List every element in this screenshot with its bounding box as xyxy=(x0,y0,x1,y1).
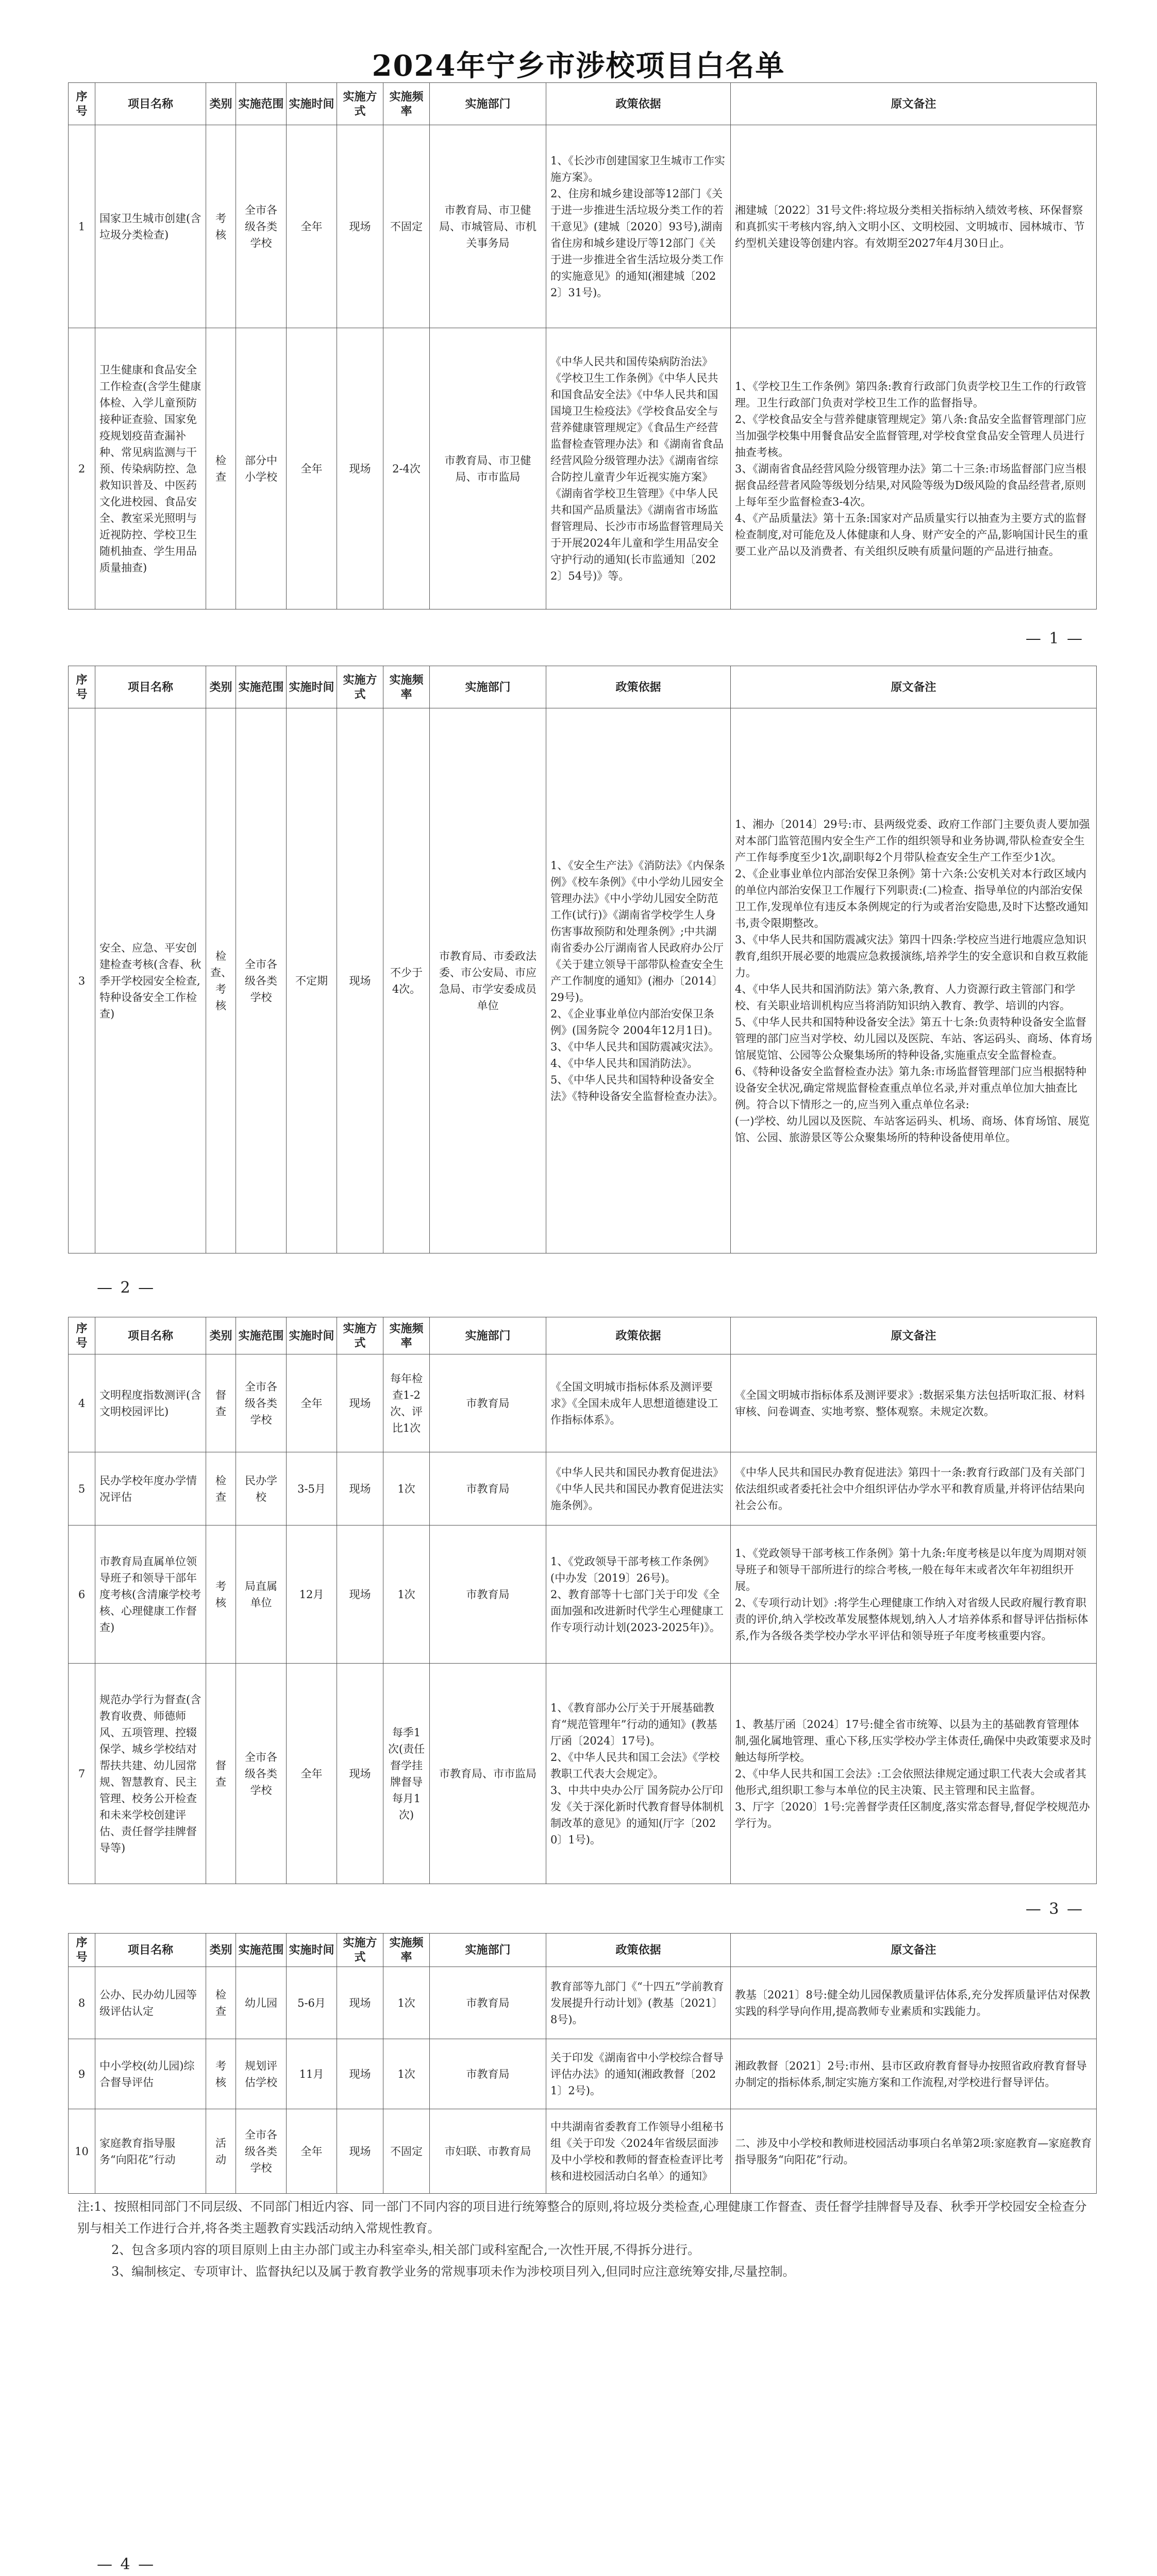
header-no: 序号 xyxy=(69,1317,95,1354)
row-scope: 幼儿园 xyxy=(236,1967,287,2039)
row-basis: 1、《长沙市创建国家卫生城市工作实施方案》。 2、住房和城乡建设部等12部门《关于进一步推进生活垃圾分类工作的若干意见》(建城〔2020〕93号),湖南省住房和城乡建设厅等12部门《关于进一步推进全省生活垃圾分类工作的实施意见》的通知(湘建城〔2022〕31号)。 xyxy=(546,125,731,328)
header-frequency: 实施频率 xyxy=(383,666,430,708)
row-dept: 市教育局 xyxy=(430,1967,546,2039)
row-name: 国家卫生城市创建(含垃圾分类检查) xyxy=(95,125,206,328)
row-no: 10 xyxy=(69,2109,95,2194)
whitelist-table-part-3 xyxy=(68,1317,1097,1884)
header-scope: 实施范围 xyxy=(236,1317,287,1354)
row-time: 不定期 xyxy=(287,708,337,1253)
header-name: 项目名称 xyxy=(95,1934,206,1967)
footnote-3: 3、编制核定、专项审计、监督执纪以及属于教育教学业务的常规事项未作为涉校项目列入,但同时应注意统筹安排,尽量控制。 xyxy=(111,2264,795,2279)
footnote-2: 2、包含多项内容的项目原则上由主办部门或主办科室牵头,相关部门或科室配合,一次性开展,不得拆分进行。 xyxy=(111,2243,700,2257)
row-remark: 1、《学校卫生工作条例》第四条:教育行政部门负责学校卫生工作的行政管理。卫生行政部门负责对学校卫生工作的监督指导。 2、《学校食品安全与营养健康管理规定》第八条:食品安全监督管理部门应当加强学校集中用餐食品安全监督管理,对学校食堂食品安全管理人员进行抽查考核。 3、《湖南省食品经营风险分级管理办法》第二十三条:市场监督部门应当根据食品经营者风险等级划分结果,对风险等级为D级风险的食品经营者,原则上每年至少监督检查3-4次。 4、《产品质量法》第十五条:国家对产品质量实行以抽查为主要方式的监督检查制度,对可能危及人体健康和人身、财产安全的产品,影响国计民生的重要工业产品以及消费者、有关组织反映有质量问题的产品进行抽查。 xyxy=(731,328,1097,609)
header-method: 实施方式 xyxy=(337,1317,383,1354)
page-number: — 3 — xyxy=(1026,1900,1084,1918)
header-remark: 原文备注 xyxy=(731,666,1097,708)
row-category: 考核 xyxy=(206,125,236,328)
row-frequency: 每季1次(责任督学挂牌督导每月1次) xyxy=(383,1664,430,1884)
row-scope: 局直属单位 xyxy=(236,1526,287,1664)
header-no: 序号 xyxy=(69,666,95,708)
row-no: 8 xyxy=(69,1967,95,2039)
table-row xyxy=(69,1452,1097,1526)
row-remark: 《全国文明城市指标体系及测评要求》:数据采集方法包括听取汇报、材料审核、问卷调查、实地考察、整体观察。未规定次数。 xyxy=(731,1354,1097,1452)
table-row xyxy=(69,1664,1097,1884)
header-scope: 实施范围 xyxy=(236,1934,287,1967)
row-basis: 《中华人民共和国传染病防治法》《学校卫生工作条例》《中华人民共和国食品安全法》《中华人民共和国国境卫生检疫法》《学校食品安全与营养健康管理规定》《食品生产经营监督检查管理办法》和《湖南省食品经营风险分级管理办法》《湖南省综合防控儿童青少年近视实施方案》《湖南省学校卫生管理》《中华人民共和国产品质量法》《湖南省市场监督管理局、长沙市市场监督管理局关于开展2024年儿童和学生用品安全守护行动的通知(长市监通知〔2022〕54号)》等。 xyxy=(546,328,731,609)
row-category: 检查 xyxy=(206,1452,236,1526)
row-frequency: 不少于4次。 xyxy=(383,708,430,1253)
row-time: 全年 xyxy=(287,1664,337,1884)
table-row xyxy=(69,2109,1097,2194)
header-dept: 实施部门 xyxy=(430,1317,546,1354)
row-method: 现场 xyxy=(337,2039,383,2109)
row-remark: 1、湘办〔2014〕29号:市、县两级党委、政府工作部门主要负责人要加强对本部门监管范围内安全生产工作的组织领导和业务协调,带队检查安全生产工作每季度至少1次,副职每2个月带队检查安全生产工作至少1次。 2、《企业事业单位内部治安保卫条例》第十六条:公安机关对本行政区域内的单位内部治安保卫工作履行下列职责:(二)检查、指导单位的内部治安保卫工作,发现单位有违反本条例规定的行为或者治安隐患,及时下达整改通知书,责令限期整改。 3、《中华人民共和国防震减灾法》第四十四条:学校应当进行地震应急知识教育,组织开展必要的地震应急救援演练,培养学生的安全意识和自救互救能力。 4、《中华人民共和国消防法》第六条,教育、人力资源行政主管部门和学校、有关职业培训机构应当将消防知识纳入教育、教学、培训的内容。 5、《中华人民共和国特种设备安全法》第五十七条:负责特种设备安全监督管理的部门应当对学校、幼儿园以及医院、车站、客运码头、商场、体育场馆展览馆、公园等公众聚集场所的特种设备,实施重点安全监督检查。 6、《特种设备安全监督检查办法》第九条:市场监督管理部门应当根据特种设备安全状况,确定常规监督检查重点单位名录,并对重点单位加大抽查比例。符合以下情形之一的,应当列入重点单位名录: (一)学校、幼儿园以及医院、车站客运码头、机场、商场、体育场馆、展览馆、公园、旅游景区等公众聚集场所的特种设备使用单位。 xyxy=(731,708,1097,1253)
header-category: 类别 xyxy=(206,83,236,125)
header-no: 序号 xyxy=(69,83,95,125)
footnote-1: 注:1、按照相同部门不同层级、不同部门相近内容、同一部门不同内容的项目进行统筹整合的原则,将垃圾分类检查,心理健康工作督查、责任督学挂牌督导及春、秋季开学校园安全检查分别与相关工作进行合并,将各类主题教育实践活动纳入常规性教育。 xyxy=(77,2199,1087,2235)
row-category: 检查 xyxy=(206,328,236,609)
row-dept: 市教育局、市市监局 xyxy=(430,1664,546,1884)
row-frequency: 每年检查1-2次、评比1次 xyxy=(383,1354,430,1452)
table-row xyxy=(69,1526,1097,1664)
header-name: 项目名称 xyxy=(95,666,206,708)
row-no: 1 xyxy=(69,125,95,328)
row-no: 9 xyxy=(69,2039,95,2109)
row-remark: 湘政教督〔2021〕2号:市州、县市区政府教育督导办按照省政府教育督导办制定的指标体系,制定实施方案和工作流程,对学校进行督导评估。 xyxy=(731,2039,1097,2109)
row-name: 中小学校(幼儿园)综合督导评估 xyxy=(95,2039,206,2109)
row-no: 5 xyxy=(69,1452,95,1526)
row-method: 现场 xyxy=(337,1354,383,1452)
table-header-row xyxy=(69,666,1097,708)
row-scope: 部分中小学校 xyxy=(236,328,287,609)
row-name: 家庭教育指导服务“向阳花”行动 xyxy=(95,2109,206,2194)
whitelist-table-part-2 xyxy=(68,666,1097,1253)
row-dept: 市教育局、市卫健局、市市监局 xyxy=(430,328,546,609)
header-time: 实施时间 xyxy=(287,83,337,125)
table-row xyxy=(69,2039,1097,2109)
header-name: 项目名称 xyxy=(95,1317,206,1354)
row-name: 市教育局直属单位领导班子和领导干部年度考核(含清廉学校考核、心理健康工作督查) xyxy=(95,1526,206,1664)
row-category: 检查 xyxy=(206,1967,236,2039)
row-name: 安全、应急、平安创建检查考核(含春、秋季开学校园安全检查,特种设备安全工作检查) xyxy=(95,708,206,1253)
row-basis: 1、《安全生产法》《消防法》《内保条例》《校车条例》《中小学幼儿园安全管理办法》《中小学幼儿园安全防范工作(试行)》《湖南省学校学生人身伤害事故预防和处理条例》;中共湖南省委办公厅湖南省人民政府办公厅《关于建立领导干部带队检查安全生产工作制度的通知》(湘办〔2014〕29号)。 2、《企业事业单位内部治安保卫条例》(国务院令 2004年12月1日)。 3、《中华人民共和国防震减灾法》。 4、《中华人民共和国消防法》。 5、《中华人民共和国特种设备安全法》《特种设备安全监督检查办法》。 xyxy=(546,708,731,1253)
header-category: 类别 xyxy=(206,1317,236,1354)
row-scope: 全市各级各类学校 xyxy=(236,125,287,328)
row-no: 6 xyxy=(69,1526,95,1664)
row-no: 4 xyxy=(69,1354,95,1452)
table-row xyxy=(69,1354,1097,1452)
row-method: 现场 xyxy=(337,1452,383,1526)
header-remark: 原文备注 xyxy=(731,1317,1097,1354)
row-remark: 1、教基厅函〔2024〕17号:健全省市统筹、以县为主的基础教育管理体制,强化属地管理、重心下移,压实学校办学主体责任,确保中央政策要求及时触达每所学校。 2、《中华人民共和国工会法》:工会依照法律规定通过职工代表大会或者其他形式,组织职工参与本单位的民主决策、民主管理和民主监督。 3、厅字〔2020〕1号:完善督学责任区制度,落实常态督导,督促学校规范办学行为。 xyxy=(731,1664,1097,1884)
row-category: 督查 xyxy=(206,1664,236,1884)
row-frequency: 1次 xyxy=(383,1967,430,2039)
row-basis: 中共湖南省委教育工作领导小组秘书组《关于印发〈2024年省级层面涉及中小学校和教师的督查检查评比考核和进校园活动白名单〉的通知》 xyxy=(546,2109,731,2194)
row-frequency: 不固定 xyxy=(383,2109,430,2194)
row-time: 全年 xyxy=(287,125,337,328)
row-no: 7 xyxy=(69,1664,95,1884)
row-method: 现场 xyxy=(337,1526,383,1664)
row-method: 现场 xyxy=(337,708,383,1253)
row-category: 检查、考核 xyxy=(206,708,236,1253)
table-row xyxy=(69,1967,1097,2039)
row-scope: 全市各级各类学校 xyxy=(236,1354,287,1452)
header-basis: 政策依据 xyxy=(546,666,731,708)
row-method: 现场 xyxy=(337,1967,383,2039)
row-name: 民办学校年度办学情况评估 xyxy=(95,1452,206,1526)
row-dept: 市教育局 xyxy=(430,1526,546,1664)
row-name: 文明程度指数测评(含文明校园评比) xyxy=(95,1354,206,1452)
header-dept: 实施部门 xyxy=(430,1934,546,1967)
row-time: 5-6月 xyxy=(287,1967,337,2039)
table-header-row xyxy=(69,83,1097,125)
header-method: 实施方式 xyxy=(337,83,383,125)
header-time: 实施时间 xyxy=(287,1317,337,1354)
row-dept: 市教育局、市卫健局、市城管局、市机关事务局 xyxy=(430,125,546,328)
row-dept: 市教育局 xyxy=(430,1452,546,1526)
header-frequency: 实施频率 xyxy=(383,83,430,125)
row-no: 2 xyxy=(69,328,95,609)
row-method: 现场 xyxy=(337,328,383,609)
header-frequency: 实施频率 xyxy=(383,1934,430,1967)
row-basis: 《全国文明城市指标体系及测评要求》《全国未成年人思想道德建设工作指标体系》。 xyxy=(546,1354,731,1452)
document-title: 2024年宁乡市涉校项目白名单 xyxy=(372,49,785,83)
header-name: 项目名称 xyxy=(95,83,206,125)
row-frequency: 不固定 xyxy=(383,125,430,328)
row-dept: 市教育局 xyxy=(430,1354,546,1452)
page-number: — 2 — xyxy=(97,1279,156,1297)
row-frequency: 1次 xyxy=(383,2039,430,2109)
row-dept: 市妇联、市教育局 xyxy=(430,2109,546,2194)
header-remark: 原文备注 xyxy=(731,1934,1097,1967)
row-category: 督查 xyxy=(206,1354,236,1452)
header-scope: 实施范围 xyxy=(236,666,287,708)
table-row xyxy=(69,328,1097,609)
table-header-row xyxy=(69,1317,1097,1354)
row-remark: 《中华人民共和国民办教育促进法》第四十一条:教育行政部门及有关部门依法组织或者委托社会中介组织评估办学水平和教育质量,并将评估结果向社会公布。 xyxy=(731,1452,1097,1526)
row-basis: 《中华人民共和国民办教育促进法》《中华人民共和国民办教育促进法实施条例》。 xyxy=(546,1452,731,1526)
row-remark: 教基〔2021〕8号:健全幼儿园保教质量评估体系,充分发挥质量评估对保教实践的科学导向作用,提高教师专业素质和实践能力。 xyxy=(731,1967,1097,2039)
header-no: 序号 xyxy=(69,1934,95,1967)
row-scope: 民办学校 xyxy=(236,1452,287,1526)
whitelist-table-part-1 xyxy=(68,82,1097,609)
header-remark: 原文备注 xyxy=(731,83,1097,125)
row-time: 全年 xyxy=(287,2109,337,2194)
row-no: 3 xyxy=(69,708,95,1253)
row-basis: 1、《教育部办公厅关于开展基础教育“规范管理年”行动的通知》(教基厅函〔2024〕17号)。 2、《中华人民共和国工会法》《学校教职工代表大会规定》。 3、中共中央办公厅 国务院办公厅印发《关于深化新时代教育督导体制机制改革的意见》的通知(厅字〔2020〕1号)。 xyxy=(546,1664,731,1884)
row-method: 现场 xyxy=(337,125,383,328)
row-time: 12月 xyxy=(287,1526,337,1664)
row-category: 活动 xyxy=(206,2109,236,2194)
row-scope: 规划评估学校 xyxy=(236,2039,287,2109)
header-time: 实施时间 xyxy=(287,666,337,708)
table-row xyxy=(69,125,1097,328)
row-time: 11月 xyxy=(287,2039,337,2109)
row-category: 考核 xyxy=(206,1526,236,1664)
table-row xyxy=(69,708,1097,1253)
row-frequency: 1次 xyxy=(383,1452,430,1526)
row-name: 卫生健康和食品安全工作检查(含学生健康体检、入学儿童预防接种证查验、国家免疫规划疫苗查漏补种、常见病监测与干预、传染病防控、急救知识普及、中医药文化进校园、食品安全、教室采光照明与近视防控、学校卫生随机抽查、学生用品质量抽查) xyxy=(95,328,206,609)
page-number: — 1 — xyxy=(1026,630,1084,648)
header-dept: 实施部门 xyxy=(430,666,546,708)
row-name: 公办、民办幼儿园等级评估认定 xyxy=(95,1967,206,2039)
footnotes xyxy=(77,2196,1095,2282)
header-basis: 政策依据 xyxy=(546,1934,731,1967)
row-basis: 教育部等九部门《“十四五”学前教育发展提升行动计划》(教基〔2021〕8号)。 xyxy=(546,1967,731,2039)
row-basis: 关于印发《湖南省中小学校综合督导评估办法》的通知(湘政教督〔2021〕2号)。 xyxy=(546,2039,731,2109)
row-method: 现场 xyxy=(337,2109,383,2194)
header-basis: 政策依据 xyxy=(546,1317,731,1354)
row-remark: 1、《党政领导干部考核工作条例》第十九条:年度考核是以年度为周期对领导班子和领导干部所进行的综合考核,一般在每年末或者次年年初组织开展。 2、《专项行动计划》:将学生心理健康工作纳入对省级人民政府履行教育职责的评价,纳入学校改革发展整体规划,纳入人才培养体系和督导评估指标体系,作为各级各类学校办学水平评估和领导班子年度考核重要内容。 xyxy=(731,1526,1097,1664)
whitelist-table-part-4 xyxy=(68,1933,1097,2194)
header-method: 实施方式 xyxy=(337,1934,383,1967)
row-time: 全年 xyxy=(287,328,337,609)
header-category: 类别 xyxy=(206,1934,236,1967)
row-method: 现场 xyxy=(337,1664,383,1884)
row-frequency: 1次 xyxy=(383,1526,430,1664)
row-scope: 全市各级各类学校 xyxy=(236,2109,287,2194)
row-basis: 1、《党政领导干部考核工作条例》(中办发〔2019〕26号)。 2、教育部等十七部门关于印发《全面加强和改进新时代学生心理健康工作专项行动计划(2023-2025年)》。 xyxy=(546,1526,731,1664)
row-dept: 市教育局 xyxy=(430,2039,546,2109)
header-dept: 实施部门 xyxy=(430,83,546,125)
row-scope: 全市各级各类学校 xyxy=(236,1664,287,1884)
row-time: 3-5月 xyxy=(287,1452,337,1526)
page-number: — 4 — xyxy=(97,2555,156,2573)
header-basis: 政策依据 xyxy=(546,83,731,125)
header-method: 实施方式 xyxy=(337,666,383,708)
row-remark: 二、涉及中小学校和教师进校园活动事项白名单第2项:家庭教育—家庭教育指导服务“向阳花”行动。 xyxy=(731,2109,1097,2194)
header-time: 实施时间 xyxy=(287,1934,337,1967)
header-scope: 实施范围 xyxy=(236,83,287,125)
row-frequency: 2-4次 xyxy=(383,328,430,609)
table-header-row xyxy=(69,1934,1097,1967)
row-scope: 全市各级各类学校 xyxy=(236,708,287,1253)
row-dept: 市教育局、市委政法委、市公安局、市应急局、市学安委成员单位 xyxy=(430,708,546,1253)
row-category: 考核 xyxy=(206,2039,236,2109)
header-frequency: 实施频率 xyxy=(383,1317,430,1354)
header-category: 类别 xyxy=(206,666,236,708)
row-name: 规范办学行为督查(含教育收费、师德师风、五项管理、控辍保学、城乡学校结对帮扶共建、幼儿园常规、智慧教育、民主管理、校务公开检查和未来学校创建评估、责任督学挂牌督导等) xyxy=(95,1664,206,1884)
row-remark: 湘建城〔2022〕31号文件:将垃圾分类相关指标纳入绩效考核、环保督察和真抓实干考核内容,纳入文明小区、文明校园、文明城市、园林城市、节约型机关建设等创建内容。有效期至2027年4月30日止。 xyxy=(731,125,1097,328)
row-time: 全年 xyxy=(287,1354,337,1452)
